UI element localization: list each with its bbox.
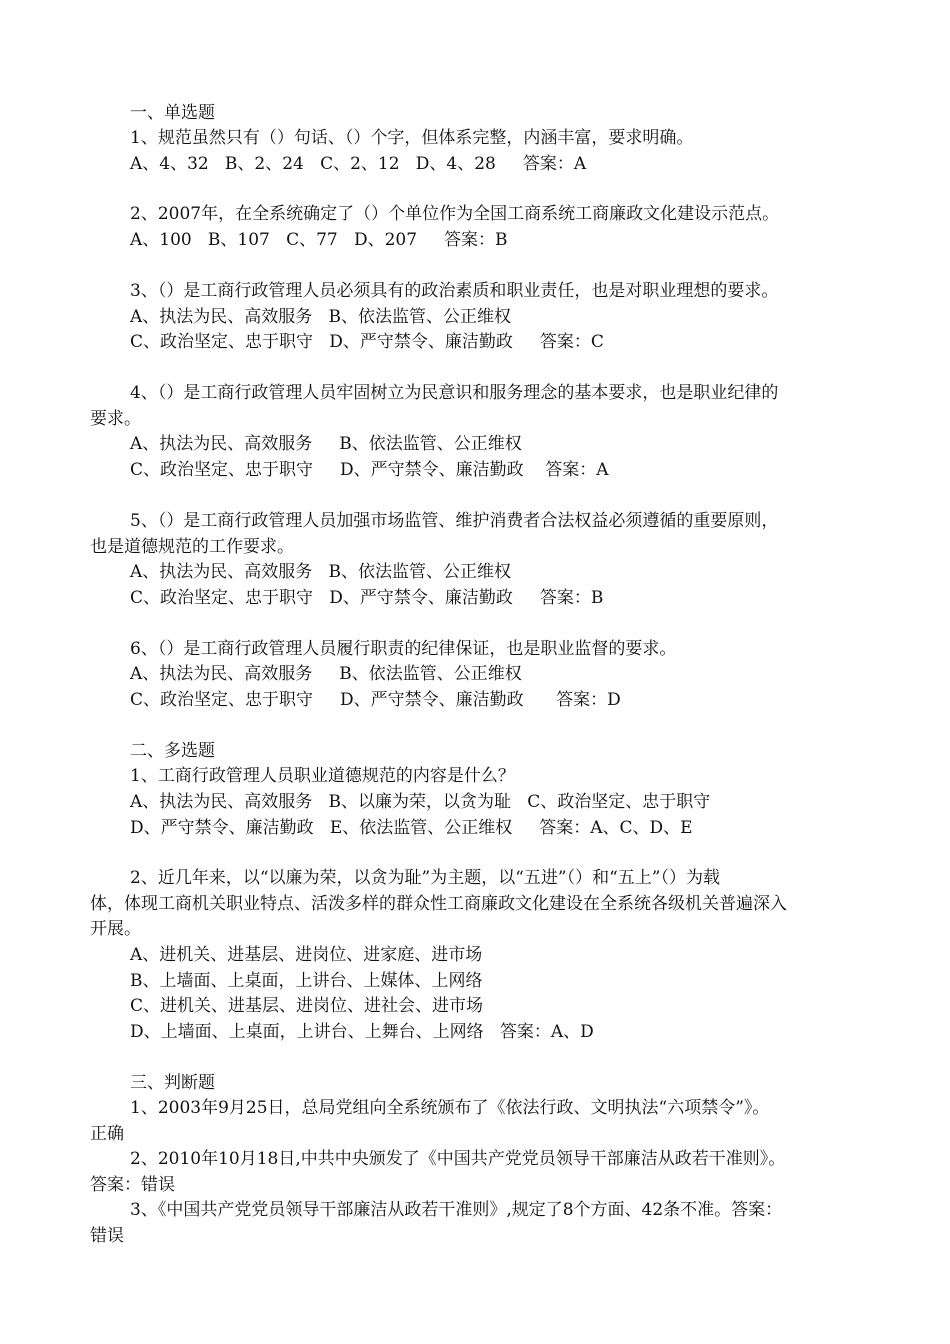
question-text: 1、工商行政管理人员职业道德规范的内容是什么？: [130, 766, 515, 786]
question-text-continuation: 要求。: [90, 409, 141, 429]
section-heading: 二、多选题: [130, 741, 215, 761]
question-text: 1、规范虽然只有（）句话、（）个字，但体系完整，内涵丰富，要求明确。: [130, 128, 694, 148]
question-options: A、执法为民、高效服务 B、以廉为荣，以贪为耻 C、政治坚定、忠于职守: [130, 792, 711, 812]
question-text-continuation: 体，体现工商机关职业特点、活泼多样的群众性工商廉政文化建设在全系统各级机关普遍深入: [90, 894, 787, 914]
question-options: A、执法为民、高效服务 B、依法监管、公正维权: [130, 664, 522, 684]
question-text: 1、2003年9月25日，总局党组向全系统颁布了《依法行政、文明执法“六项禁令”》。: [130, 1098, 770, 1118]
question-answer: 正确: [90, 1124, 124, 1144]
section-heading: 三、判断题: [130, 1073, 215, 1093]
question-text: 6、（）是工商行政管理人员履行职责的纪律保证，也是职业监督的要求。: [130, 639, 677, 659]
question-answer: 答案：错误: [90, 1175, 175, 1195]
question-text: 2、2010年10月18日,中共中央颁发了《中国共产党党员领导干部廉洁从政若干准则》。: [130, 1149, 786, 1169]
question-options: C、政治坚定、忠于职守 D、严守禁令、廉洁勤政 答案：C: [130, 332, 604, 352]
question-options: D、严守禁令、廉洁勤政 E、依法监管、公正维权 答案：A、C、D、E: [130, 818, 693, 838]
question-text: 4、（）是工商行政管理人员牢固树立为民意识和服务理念的基本要求，也是职业纪律的: [130, 383, 779, 403]
question-options: C、政治坚定、忠于职守 D、严守禁令、廉洁勤政 答案：A: [130, 460, 609, 480]
question-options: C、进机关、进基层、进岗位、进社会、进市场: [130, 996, 484, 1016]
question-text: 3、《中国共产党党员领导干部廉洁从政若干准则》,规定了8个方面、42条不准。答案：: [130, 1200, 783, 1220]
question-options: A、进机关、进基层、进岗位、进家庭、进市场: [130, 945, 483, 965]
question-options: C、政治坚定、忠于职守 D、严守禁令、廉洁勤政 答案：D: [130, 690, 621, 710]
question-options: B、上墙面、上桌面，上讲台、上媒体、上网络: [130, 971, 483, 991]
question-text: 2、近几年来，以“以廉为荣，以贪为耻”为主题，以“五进”（）和“五上”（）为载: [130, 868, 720, 888]
question-options: A、执法为民、高效服务 B、依法监管、公正维权: [130, 434, 522, 454]
section-heading: 一、单选题: [130, 103, 215, 123]
question-text: 2、2007年，在全系统确定了（）个单位作为全国工商系统工商廉政文化建设示范点。: [130, 204, 780, 224]
question-options: A、执法为民、高效服务 B、依法监管、公正维权: [130, 307, 511, 327]
question-answer: 错误: [90, 1226, 124, 1246]
question-options: A、4、32 B、2、24 C、2、12 D、4、28 答案：A: [130, 154, 587, 174]
question-options: A、执法为民、高效服务 B、依法监管、公正维权: [130, 562, 511, 582]
question-text-continuation: 开展。: [90, 919, 141, 939]
question-text: 5、（）是工商行政管理人员加强市场监管、维护消费者合法权益必须遵循的重要原则，: [130, 511, 779, 531]
question-text: 3、（）是工商行政管理人员必须具有的政治素质和职业责任，也是对职业理想的要求。: [130, 281, 779, 301]
question-options: D、上墙面、上桌面，上讲台、上舞台、上网络 答案：A、D: [130, 1022, 594, 1042]
question-options: C、政治坚定、忠于职守 D、严守禁令、廉洁勤政 答案：B: [130, 588, 604, 608]
question-options: A、100 B、107 C、77 D、207 答案：B: [130, 230, 508, 250]
question-text-continuation: 也是道德规范的工作要求。: [90, 537, 294, 557]
